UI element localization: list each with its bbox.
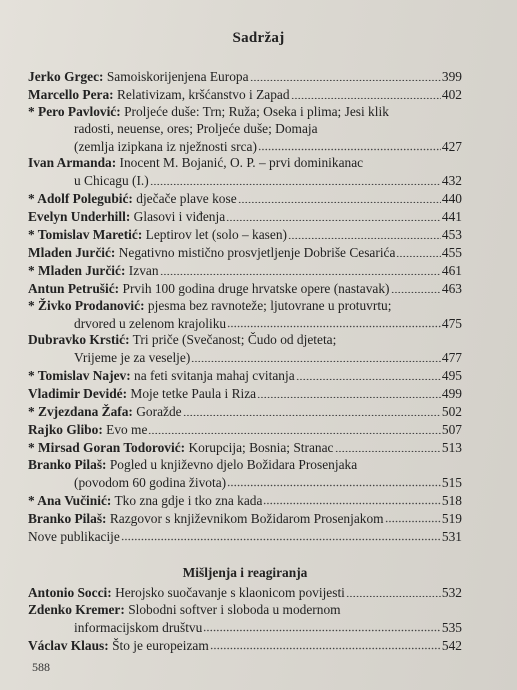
- toc-entry-line: [28, 208, 462, 226]
- toc-entry: [28, 636, 462, 654]
- toc-entry-text: [28, 511, 384, 528]
- toc-title: Što je europeizam: [112, 637, 209, 653]
- toc-author: Dubravko Krstić:: [28, 332, 130, 348]
- dot-leader: [391, 280, 441, 293]
- toc-entry-text: [74, 475, 226, 492]
- toc-title: Vrijeme je za veselje): [74, 350, 191, 366]
- toc-entry-line: [28, 137, 462, 155]
- toc-author: Antonio Socci:: [28, 585, 112, 601]
- toc-entry-text: [28, 422, 147, 439]
- toc-author: Rajko Glibo:: [28, 422, 103, 438]
- toc-entry-line: [28, 421, 462, 439]
- toc-entry: [28, 104, 462, 155]
- toc-page-number: 535: [441, 619, 462, 635]
- toc-entry-line: [28, 314, 462, 332]
- toc-author: * Živko Prodanović:: [28, 297, 145, 313]
- toc-page-number: 513: [441, 440, 462, 456]
- table-of-contents: [28, 68, 462, 654]
- toc-entry-text: [28, 227, 287, 244]
- dot-leader: [238, 190, 441, 203]
- toc-title: Izvan: [128, 263, 159, 279]
- toc-title: Glasovi i viđenja: [133, 209, 226, 225]
- toc-author: * Adolf Polegubić:: [28, 191, 133, 207]
- toc-page-number: 495: [441, 368, 462, 384]
- toc-entry: [28, 208, 462, 226]
- toc-entry: [28, 226, 462, 244]
- toc-title: Razgovor s književnikom Božidarom Prosenjakom: [109, 510, 384, 526]
- toc-entry-text: [28, 332, 336, 349]
- toc-entry: [28, 68, 462, 86]
- toc-title: Proljeće duše: Trn; Ruža; Oseka i plima; Jesi klik: [124, 103, 389, 119]
- toc-author: Ivan Armanda:: [28, 155, 117, 171]
- toc-entry-line: [28, 403, 462, 421]
- toc-entry: [28, 280, 462, 298]
- toc-title: Leptirov let (solo – kasen): [145, 227, 287, 243]
- toc-entry-text: [28, 386, 256, 403]
- toc-title: Pogled u književno djelo Božidara Prosenjaka: [109, 456, 358, 472]
- toc-author: Branko Pilaš:: [28, 510, 107, 526]
- toc-entry-text: [28, 209, 225, 226]
- dot-leader: [148, 421, 440, 434]
- toc-entry-line: [28, 618, 462, 636]
- toc-entry-line: [28, 172, 462, 190]
- toc-entry-line: [28, 121, 462, 138]
- toc-entry: [28, 509, 462, 527]
- page-title: Sadržaj: [232, 30, 285, 46]
- toc-author: Jerko Grgec:: [28, 69, 104, 85]
- toc-entry-line: [28, 226, 462, 244]
- toc-title: pjesma bez ravnoteže; ljutovrane u protuvrtu;: [147, 297, 392, 313]
- toc-title: Moje tetke Paula i Riza: [130, 386, 257, 402]
- dot-leader: [296, 367, 441, 380]
- toc-title: Relativizam, kršćanstvo i Zapad: [117, 87, 290, 103]
- toc-title: Negativno mistično prosvjetljenje Dobriše Cesarića: [118, 245, 396, 261]
- toc-page-number: 477: [441, 350, 462, 366]
- toc-page-number: 441: [441, 209, 462, 225]
- toc-entry: [28, 86, 462, 104]
- toc-title: u Chicagu (I.): [74, 173, 149, 189]
- dot-leader: [227, 473, 441, 486]
- toc-page-number: 542: [441, 637, 462, 653]
- dot-leader: [203, 618, 441, 631]
- toc-entry-text: [74, 121, 318, 138]
- toc-entry-text: [28, 529, 120, 546]
- toc-entry-line: [28, 584, 462, 602]
- toc-entry-text: [28, 440, 334, 457]
- toc-author: Marcello Pera:: [28, 87, 114, 103]
- toc-entry: [28, 332, 462, 367]
- toc-entry-line: [28, 262, 462, 280]
- toc-entry-text: [28, 263, 159, 280]
- toc-entry-text: [74, 173, 149, 190]
- page-number: 588: [32, 660, 50, 674]
- toc-author: Evelyn Underhill:: [28, 209, 131, 225]
- toc-entry-text: [28, 69, 249, 86]
- toc-main-list: [28, 68, 462, 545]
- toc-entry-text: [28, 368, 295, 385]
- section-spacer: [28, 545, 462, 561]
- toc-section2-list: [28, 584, 462, 655]
- toc-title: Herojsko suočavanje s klaonicom povijesti: [115, 585, 345, 601]
- dot-leader: [210, 636, 441, 649]
- toc-entry-line: [28, 86, 462, 104]
- toc-page-number: 461: [441, 263, 462, 279]
- toc-entry-text: [28, 457, 357, 474]
- dot-leader: [335, 439, 441, 452]
- toc-entry-line: [28, 602, 462, 619]
- dot-leader: [191, 349, 441, 362]
- dot-leader: [227, 314, 441, 327]
- toc-page-number: 399: [441, 69, 462, 85]
- toc-title: (povodom 60 godina života): [74, 474, 227, 490]
- toc-author: * Tomislav Najev:: [28, 368, 131, 384]
- toc-author: Branko Pilaš:: [28, 456, 107, 472]
- toc-entry-text: [74, 620, 202, 637]
- toc-entry-text: [28, 281, 390, 298]
- toc-entry-line: [28, 280, 462, 298]
- toc-entry: [28, 155, 462, 190]
- toc-title: Tri priče (Svečanost; Čudo od djeteta;: [132, 332, 337, 348]
- toc-entry-text: [28, 638, 209, 655]
- toc-entry: [28, 421, 462, 439]
- toc-entry: [28, 457, 462, 492]
- toc-page-number: 427: [441, 138, 462, 154]
- toc-title: (zemlja izipkana iz nježnosti srca): [74, 138, 257, 154]
- toc-author: Mladen Jurčić:: [28, 245, 116, 261]
- toc-author: * Zvjezdana Žafa:: [28, 404, 133, 420]
- dot-leader: [183, 403, 441, 416]
- toc-entry-line: [28, 332, 462, 349]
- dot-leader: [396, 244, 440, 257]
- toc-title: Nove publikacije: [28, 528, 120, 544]
- toc-title: Prvih 100 godina druge hrvatske opere (nastavak): [122, 281, 390, 297]
- toc-entry: [28, 439, 462, 457]
- toc-entry-text: [28, 245, 395, 262]
- toc-entry-line: [28, 385, 462, 403]
- toc-page-number: 440: [441, 191, 462, 207]
- toc-entry-text: [28, 404, 182, 421]
- toc-entry-line: [28, 155, 462, 172]
- dot-leader: [258, 137, 441, 150]
- toc-title: Slobodni softver i sloboda u modernom: [128, 601, 341, 617]
- toc-entry-text: [28, 493, 262, 510]
- toc-title: radosti, neuense, ores; Proljeće duše; Domaja: [74, 120, 318, 136]
- toc-entry-text: [28, 191, 237, 208]
- toc-entry-line: [28, 298, 462, 315]
- toc-page-number: 432: [441, 173, 462, 189]
- toc-entry-text: [74, 316, 226, 333]
- toc-entry: [28, 385, 462, 403]
- toc-author: * Pero Pavlović:: [28, 103, 121, 119]
- toc-entry-line: [28, 244, 462, 262]
- toc-page-number: 532: [441, 585, 462, 601]
- toc-page-number: 531: [441, 528, 462, 544]
- toc-author: Vladimir Devidé:: [28, 386, 128, 402]
- dot-leader: [346, 584, 441, 597]
- toc-page-number: 463: [441, 281, 462, 297]
- toc-page-number: 455: [441, 245, 462, 261]
- toc-entry-text: [28, 155, 363, 172]
- toc-entry-text: [28, 104, 389, 121]
- toc-title: Tko zna gdje i tko zna kada: [114, 492, 263, 508]
- toc-entry: [28, 262, 462, 280]
- toc-title: Inocent M. Bojanić, O. P. – prvi dominikanac: [119, 155, 364, 171]
- toc-entry-line: [28, 439, 462, 457]
- toc-title: Korupcija; Bosnia; Stranac: [188, 440, 334, 456]
- toc-page-number: 518: [441, 492, 462, 508]
- dot-leader: [160, 262, 441, 275]
- toc-page-number: 402: [441, 87, 462, 103]
- toc-entry-line: [28, 68, 462, 86]
- toc-entry: [28, 602, 462, 637]
- toc-entry-line: [28, 473, 462, 491]
- toc-page-number: 502: [441, 404, 462, 420]
- toc-entry: [28, 527, 462, 545]
- toc-entry: [28, 403, 462, 421]
- toc-entry: [28, 491, 462, 509]
- dot-leader: [121, 527, 441, 540]
- toc-entry-line: [28, 349, 462, 367]
- dot-leader: [150, 172, 441, 185]
- toc-author: Antun Petrušić:: [28, 281, 120, 297]
- toc-entry-line: [28, 636, 462, 654]
- toc-entry-line: [28, 104, 462, 121]
- toc-title: na feti svitanja mahaj cvitanja: [134, 368, 295, 384]
- toc-entry-text: [28, 602, 341, 619]
- toc-title: drvored u zelenom krajoliku: [74, 315, 227, 331]
- toc-entry-text: [74, 350, 190, 367]
- toc-author: * Mirsad Goran Todorović:: [28, 440, 186, 456]
- toc-entry-line: [28, 491, 462, 509]
- toc-title: Goražde: [136, 404, 182, 420]
- toc-entry-line: [28, 367, 462, 385]
- toc-entry-text: [74, 139, 257, 156]
- toc-page-number: 507: [441, 422, 462, 438]
- toc-entry-text: [28, 585, 345, 602]
- toc-author: * Mladen Jurčić:: [28, 263, 126, 279]
- dot-leader: [250, 68, 441, 81]
- toc-entry: [28, 244, 462, 262]
- toc-entry-text: [28, 298, 391, 315]
- toc-entry: [28, 367, 462, 385]
- toc-entry-line: [28, 457, 462, 474]
- toc-author: * Ana Vučinić:: [28, 492, 112, 508]
- toc-entry-line: [28, 190, 462, 208]
- dot-leader: [263, 491, 440, 504]
- toc-entry-text: [28, 87, 290, 104]
- toc-page-number: 519: [441, 510, 462, 526]
- toc-title: dječače plave kose: [136, 191, 237, 207]
- toc-page-number: 515: [441, 474, 462, 490]
- dot-leader: [291, 86, 441, 99]
- toc-title: Samoiskorijenjena Europa: [106, 69, 249, 85]
- toc-title: Evo me: [106, 422, 148, 438]
- dot-leader: [257, 385, 441, 398]
- toc-author: Václav Klaus:: [28, 637, 109, 653]
- toc-author: * Tomislav Maretić:: [28, 227, 143, 243]
- section-title: Mišljenja i reagiranja: [182, 565, 308, 581]
- toc-entry: [28, 584, 462, 602]
- toc-page-number: 475: [441, 315, 462, 331]
- toc-page-number: 453: [441, 227, 462, 243]
- toc-title: informacijskom društvu: [74, 619, 203, 635]
- toc-entry: [28, 298, 462, 333]
- toc-page-number: 499: [441, 386, 462, 402]
- toc-entry: [28, 190, 462, 208]
- toc-entry-line: [28, 509, 462, 527]
- toc-entry-line: [28, 527, 462, 545]
- toc-author: Zdenko Kremer:: [28, 601, 125, 617]
- dot-leader: [288, 226, 441, 239]
- dot-leader: [385, 509, 441, 522]
- dot-leader: [226, 208, 441, 221]
